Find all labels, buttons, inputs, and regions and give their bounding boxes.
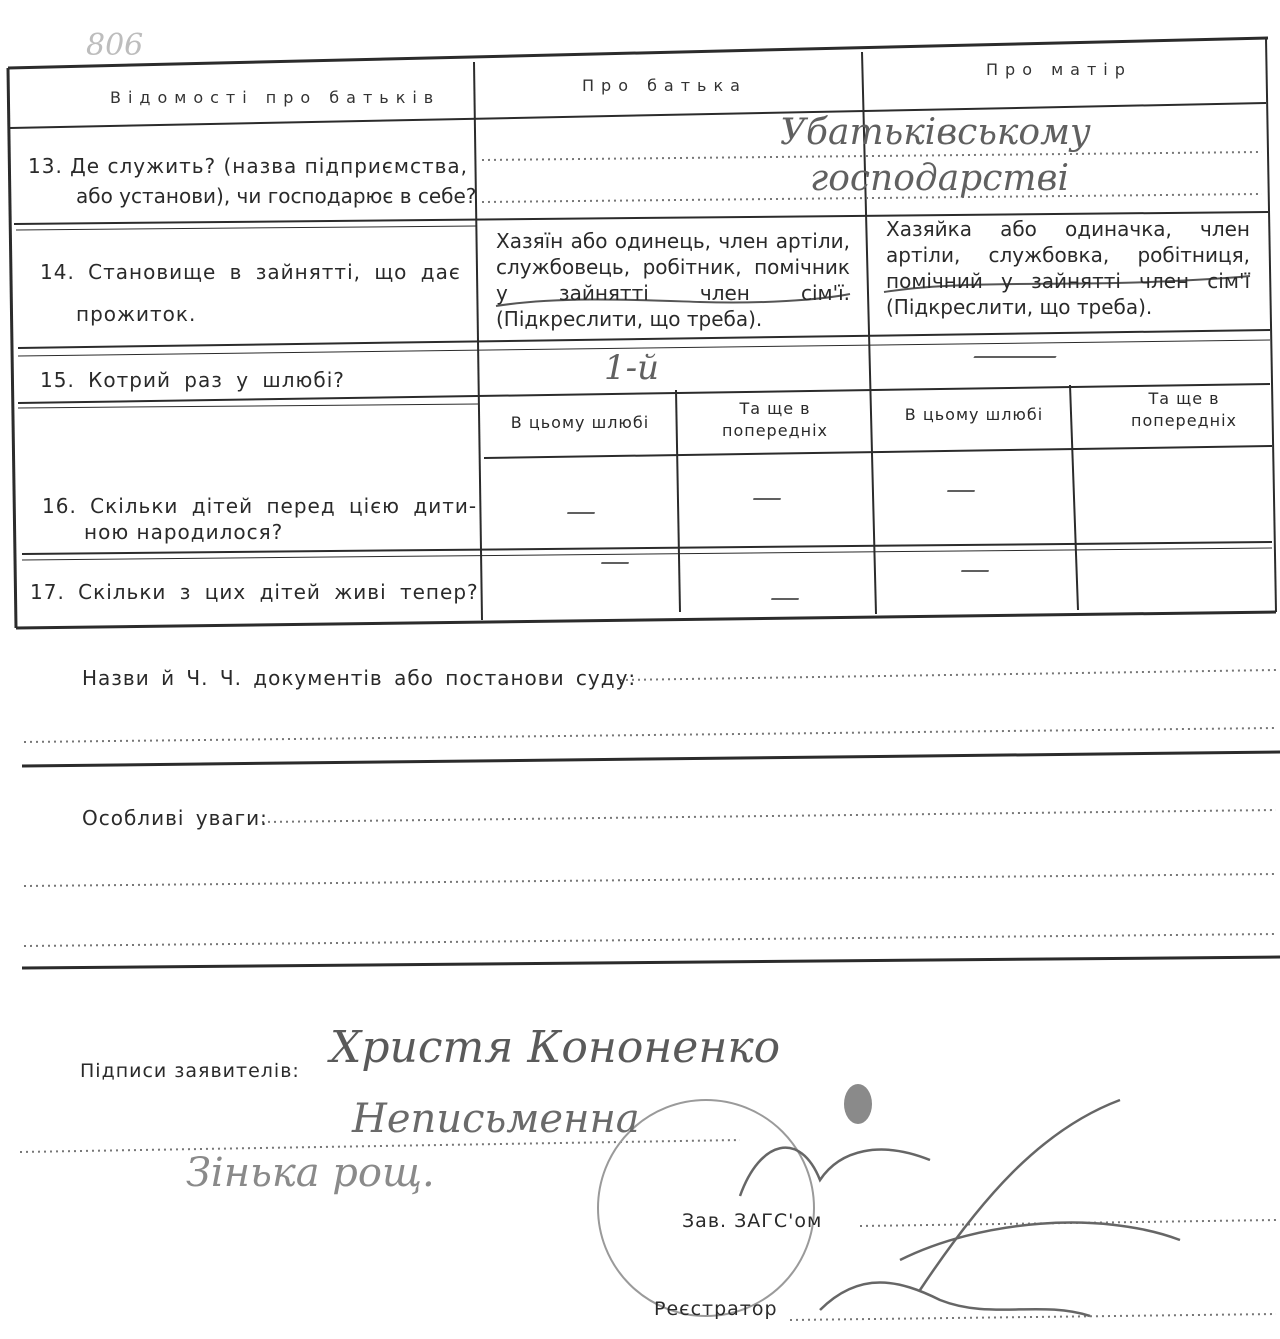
q14-mother-options: Хазяйка або одиначка, член артіли, службовка, робітниця, помічний у зайнятті член сім'ї (Підкреслити, що треба). xyxy=(886,217,1250,319)
documents-label: Назви й Ч. Ч. документів або постанови суду: xyxy=(82,666,637,690)
signature-applicant-2: Неписьменна xyxy=(352,1096,640,1142)
q14-line2: прожиток. xyxy=(76,302,197,326)
zags-head-label: Зав. ЗАГС'ом xyxy=(682,1210,823,1232)
q16-subheader-father-previous: Та ще в попередніх xyxy=(722,399,828,440)
header-about-father: Про батька xyxy=(582,76,747,95)
q17: 17. Скільки з цих дітей живі тепер? xyxy=(30,580,479,604)
q13-mother-answer-line2: господарствi xyxy=(810,158,1069,199)
q16-father-this-marriage: — xyxy=(566,494,596,529)
q16-father-previous: — xyxy=(752,480,782,515)
remarks-label: Особливі уваги: xyxy=(82,806,268,830)
q17-father-previous: — xyxy=(770,580,800,615)
q16-subheader-father-this-marriage: В цьому шлюбі xyxy=(510,413,650,432)
q13-line1: 13. Де служить? (назва підприємства, xyxy=(28,154,469,178)
q14-father-options: Хазяїн або одинець, член артіли, службовець, робітник, помічник у зайнятті член сім'ї. (Підкреслити, що треба). xyxy=(496,229,850,331)
q16-subheader-mother-this-marriage: В цьому шлюбі xyxy=(904,405,1044,424)
q13-line2: або установи), чи господарює в себе? xyxy=(76,184,477,208)
header-info-about-parents: Відомості про батьків xyxy=(110,88,441,107)
header-about-mother: Про матір xyxy=(986,60,1132,79)
page-mark: 806 xyxy=(86,28,144,63)
q15: 15. Котрий раз у шлюбі? xyxy=(40,368,345,392)
signature-applicant-3: Зінька рощ. xyxy=(186,1150,435,1196)
q15-father-answer: 1-й xyxy=(604,348,660,388)
q15-mother-answer: — xyxy=(970,338,1060,373)
q17-mother-this-marriage: — xyxy=(960,552,990,587)
q13-mother-answer-line1: Убатькiвському xyxy=(780,112,1091,153)
q16-mother-this-marriage: — xyxy=(946,472,976,507)
signature-applicant-1: Христя Кононенко xyxy=(330,1022,781,1073)
q14-line1: 14. Становище в зайнятті, що дає xyxy=(40,260,461,284)
q16-line1: 16. Скільки дітей перед цією дити- xyxy=(42,494,478,518)
signatures-label: Підписи заявителів: xyxy=(80,1060,300,1082)
q16-subheader-mother-previous: Та ще в попередніх xyxy=(1131,389,1237,430)
q16-line2: ною народилося? xyxy=(84,520,284,544)
registrar-label: Реєстратор xyxy=(654,1298,778,1320)
q17-father-this-marriage: — xyxy=(600,544,630,579)
